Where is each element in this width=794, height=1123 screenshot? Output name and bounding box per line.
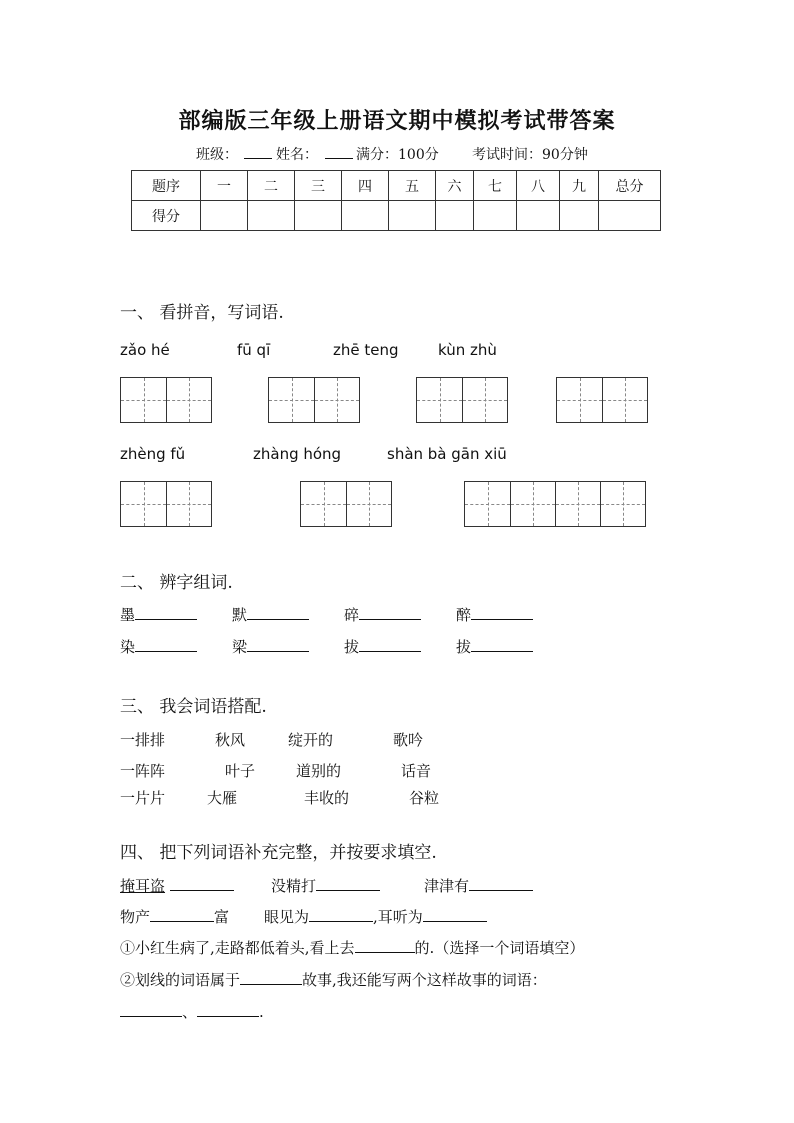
idiom-item: [120, 875, 234, 896]
section-1-heading: 一、 看拼音，写词语.: [120, 303, 284, 323]
answer-blank[interactable]: [359, 605, 421, 620]
char-item: [120, 604, 197, 625]
score-cell[interactable]: [389, 201, 436, 231]
match-word[interactable]: 歌吟: [393, 731, 424, 749]
char-item: [456, 636, 533, 657]
writing-grid[interactable]: [120, 481, 212, 527]
match-word[interactable]: 绽开的: [288, 731, 334, 749]
writing-grid[interactable]: [464, 481, 646, 527]
idiom-item: [424, 875, 533, 896]
answer-blank[interactable]: [120, 1002, 182, 1017]
score-table-header-row: [132, 171, 661, 201]
pinyin-label: fū qī: [237, 341, 271, 359]
idiom-item: [120, 906, 229, 927]
score-cell[interactable]: [248, 201, 295, 231]
section-2-heading: 二、 辨字组词.: [120, 573, 233, 593]
section-4-heading: 四、 把下列词语补充完整，并按要求填空.: [120, 843, 437, 863]
separator: 、: [182, 1003, 198, 1021]
answer-blank[interactable]: [316, 876, 380, 891]
score-cell[interactable]: [342, 201, 389, 231]
score-cell[interactable]: [599, 201, 661, 231]
question-text: 故事,我还能写两个这样故事的词语：: [302, 971, 547, 989]
score-cell[interactable]: [560, 201, 599, 231]
answer-blank[interactable]: [471, 637, 533, 652]
full-score-label: 满分：100分: [356, 147, 439, 163]
answer-blank[interactable]: [135, 605, 197, 620]
char-item: [232, 604, 309, 625]
score-header-cell: 题序: [132, 171, 201, 201]
answer-blank[interactable]: [170, 876, 234, 891]
pinyin-label: kùn zhù: [438, 341, 497, 359]
match-word[interactable]: 话音: [401, 762, 432, 780]
pinyin-label: zhàng hóng: [253, 445, 342, 463]
question-1: [120, 937, 584, 958]
char-label: 墨: [120, 606, 136, 624]
idiom-item: [271, 875, 380, 896]
match-word[interactable]: 叶子: [225, 762, 256, 780]
char-item: [232, 636, 309, 657]
score-table: [131, 170, 661, 231]
score-table-row: [132, 201, 661, 231]
answer-blank[interactable]: [135, 637, 197, 652]
match-word[interactable]: 大雁: [207, 789, 238, 807]
score-header-cell: 四: [342, 171, 389, 201]
score-row-label: 得分: [132, 201, 201, 231]
writing-grid[interactable]: [120, 377, 212, 423]
score-header-cell: 三: [295, 171, 342, 201]
idiom-text: 眼见为: [264, 908, 310, 926]
char-item: [344, 636, 421, 657]
match-word[interactable]: 一排排: [120, 731, 166, 749]
question-2-answers: [120, 1001, 264, 1022]
char-item: [344, 604, 421, 625]
char-label: 碎: [344, 606, 360, 624]
score-cell[interactable]: [474, 201, 517, 231]
match-word[interactable]: 丰收的: [304, 789, 350, 807]
score-header-cell: 九: [560, 171, 599, 201]
match-word[interactable]: 一阵阵: [120, 762, 166, 780]
char-label: 拔: [344, 638, 360, 656]
idiom-item: [264, 906, 487, 927]
pinyin-label: zhèng fǔ: [120, 445, 186, 463]
match-word[interactable]: 秋风: [215, 731, 246, 749]
score-header-cell: 总分: [599, 171, 661, 201]
end-period: .: [259, 1003, 264, 1021]
question-text: ①小红生病了,走路都低着头,看上去: [120, 939, 355, 957]
pinyin-label: zǎo hé: [120, 341, 170, 359]
underlined-idiom: 掩耳盗: [120, 877, 166, 895]
char-label: 梁: [232, 638, 248, 656]
char-item: [456, 604, 533, 625]
score-cell[interactable]: [517, 201, 560, 231]
idiom-text: 没精打: [271, 877, 317, 895]
class-blank[interactable]: [244, 144, 272, 159]
answer-blank[interactable]: [197, 1002, 259, 1017]
class-label: 班级：: [196, 147, 238, 163]
page-title: 部编版三年级上册语文期中模拟考试带答案: [178, 108, 616, 134]
score-header-cell: 一: [201, 171, 248, 201]
char-label: 默: [232, 606, 248, 624]
writing-grid[interactable]: [268, 377, 360, 423]
idiom-text: 津津有: [424, 877, 470, 895]
char-label: 拔: [456, 638, 472, 656]
score-header-cell: 八: [517, 171, 560, 201]
answer-blank[interactable]: [471, 605, 533, 620]
idiom-text: ,耳听为: [373, 908, 423, 926]
answer-blank[interactable]: [247, 605, 309, 620]
score-cell[interactable]: [436, 201, 474, 231]
idiom-text: 富: [214, 908, 230, 926]
score-header-cell: 二: [248, 171, 295, 201]
answer-blank[interactable]: [309, 907, 373, 922]
writing-grid[interactable]: [556, 377, 648, 423]
pinyin-label: zhē teng: [333, 341, 399, 359]
answer-blank[interactable]: [355, 938, 415, 953]
char-label: 醉: [456, 606, 472, 624]
score-header-cell: 五: [389, 171, 436, 201]
writing-grid[interactable]: [416, 377, 508, 423]
question-text: ②划线的词语属于: [120, 971, 241, 989]
answer-blank[interactable]: [240, 970, 302, 985]
section-3-heading: 三、 我会词语搭配.: [120, 697, 267, 717]
char-label: 染: [120, 638, 136, 656]
score-cell[interactable]: [295, 201, 342, 231]
score-header-cell: 七: [474, 171, 517, 201]
match-word[interactable]: 道别的: [296, 762, 342, 780]
answer-blank[interactable]: [359, 637, 421, 652]
name-label: 姓名：: [276, 147, 318, 163]
answer-blank[interactable]: [469, 876, 533, 891]
question-text: 的.（选择一个词语填空）: [414, 939, 585, 957]
answer-blank[interactable]: [247, 637, 309, 652]
match-word[interactable]: 谷粒: [409, 789, 440, 807]
exam-time-label: 考试时间：90分钟: [472, 147, 588, 163]
score-cell[interactable]: [201, 201, 248, 231]
idiom-text: 物产: [120, 908, 151, 926]
question-2: [120, 969, 547, 990]
pinyin-label: shàn bà gān xiū: [387, 445, 507, 463]
writing-grid[interactable]: [300, 481, 392, 527]
answer-blank[interactable]: [423, 907, 487, 922]
answer-blank[interactable]: [150, 907, 214, 922]
match-word[interactable]: 一片片: [120, 789, 166, 807]
score-header-cell: 六: [436, 171, 474, 201]
char-item: [120, 636, 197, 657]
name-blank[interactable]: [325, 144, 353, 159]
